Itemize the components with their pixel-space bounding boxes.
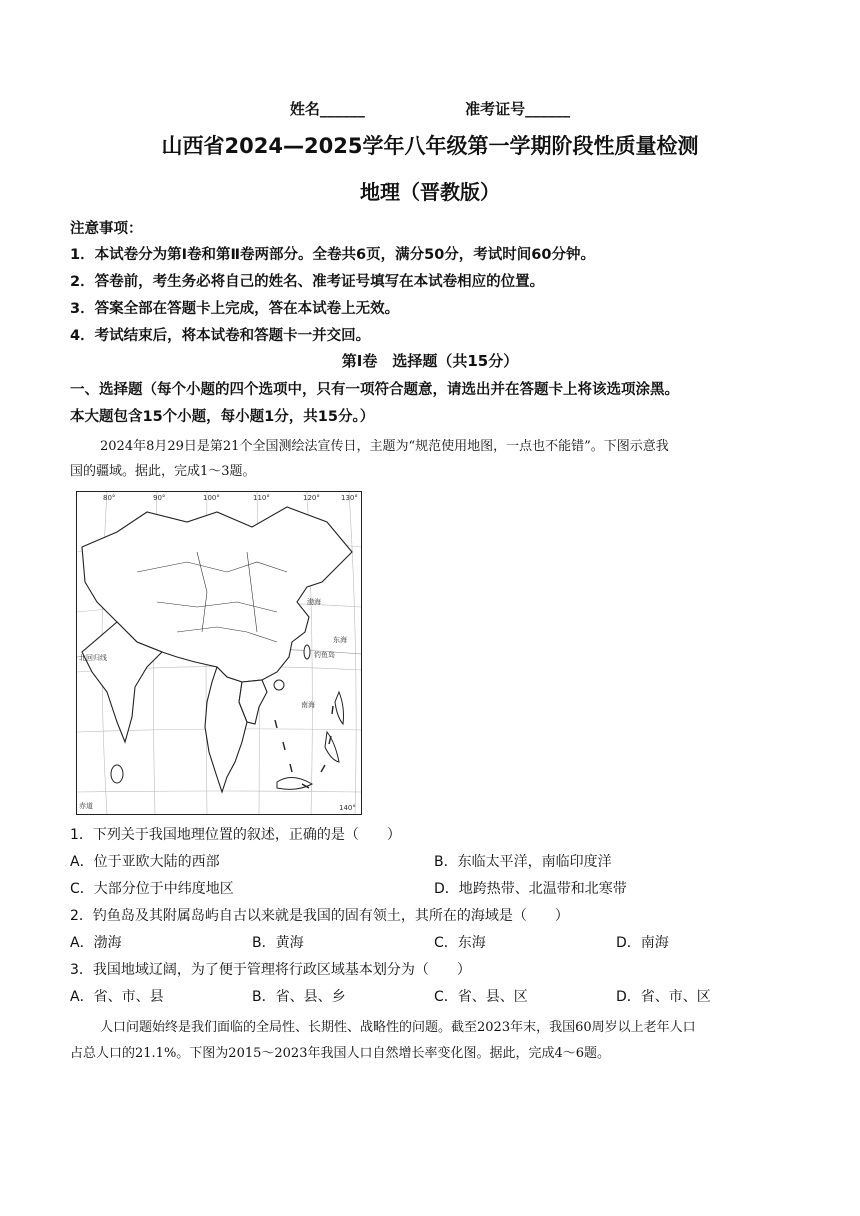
option-d[interactable]: D．省、市、区 xyxy=(616,989,711,1005)
option-c[interactable]: C．东海 xyxy=(434,935,486,951)
option-b[interactable]: B．黄海 xyxy=(252,935,304,951)
map-tick: 120° xyxy=(303,494,320,502)
china-territory-map xyxy=(76,491,362,815)
exam-title: 山西省2024—2025学年八年级第一学期阶段性质量检测 xyxy=(161,134,699,158)
map-tick: 110° xyxy=(253,494,270,502)
option-a[interactable]: A．省、市、县 xyxy=(70,989,164,1005)
map-label: 东海 xyxy=(333,636,347,644)
option-d[interactable]: D．南海 xyxy=(616,935,669,951)
map-graphic xyxy=(77,492,361,814)
map-tick: 80° xyxy=(103,494,116,502)
passage-text: 占总人口的21.1%。下图为2015～2023年我国人口自然增长率变化图。据此，完成4～6题。 xyxy=(70,1046,611,1061)
question-stem: 3．我国地域辽阔，为了便于管理将行政区域基本划分为（ ） xyxy=(70,962,471,978)
map-label: 赤道 xyxy=(79,802,93,810)
candidate-info-line xyxy=(0,98,860,119)
passage-text: 人口问题始终是我们面临的全局性、长期性、战略性的问题。截至2023年末，我国60周岁以上老年人口 xyxy=(100,1020,696,1035)
question-stem: 2．钓鱼岛及其附属岛屿自古以来就是我国的固有领土，其所在的海域是（ ） xyxy=(70,908,569,924)
passage-text: 2024年8月29日是第21个全国测绘法宣传日，主题为“规范使用地图，一点也不能错”。下图示意我 xyxy=(100,439,669,454)
question-stem: 1．下列关于我国地理位置的叙述，正确的是（ ） xyxy=(70,827,401,843)
map-label: 钓鱼岛 xyxy=(314,651,335,659)
notice-item: 4．考试结束后，将本试卷和答题卡一并交回。 xyxy=(70,328,371,344)
notice-item: 1．本试卷分为第Ⅰ卷和第Ⅱ卷两部分。全卷共6页，满分50分，考试时间60分钟。 xyxy=(70,247,595,263)
map-label: 北回归线 xyxy=(79,654,107,662)
map-tick: 140° xyxy=(339,804,356,812)
map-tick: 100° xyxy=(203,494,220,502)
option-a[interactable]: A．位于亚欧大陆的西部 xyxy=(70,854,220,870)
name-field-label: 姓名______ xyxy=(289,100,365,118)
map-label: 渤海 xyxy=(307,598,321,606)
notice-heading: 注意事项： xyxy=(70,221,143,237)
option-c[interactable]: C．省、县、区 xyxy=(434,989,528,1005)
option-c[interactable]: C．大部分位于中纬度地区 xyxy=(70,881,234,897)
notice-item: 2．答卷前，考生务必将自己的姓名、准考证号填写在本试卷相应的位置。 xyxy=(70,274,545,290)
map-tick: 90° xyxy=(153,494,166,502)
exam-number-field-label: 准考证号______ xyxy=(465,100,571,118)
notice-item: 3．答案全部在答题卡上完成，答在本试卷上无效。 xyxy=(70,301,400,317)
section-title: 第Ⅰ卷 选择题（共15分） xyxy=(341,352,519,370)
exam-subtitle: 地理（晋教版） xyxy=(360,180,500,204)
map-tick: 130° xyxy=(341,494,358,502)
option-a[interactable]: A．渤海 xyxy=(70,935,122,951)
option-b[interactable]: B．省、县、乡 xyxy=(252,989,346,1005)
map-label: 南海 xyxy=(301,701,315,709)
option-b[interactable]: B．东临太平洋，南临印度洋 xyxy=(434,854,612,870)
passage-text: 国的疆域。据此，完成1～3题。 xyxy=(70,464,256,479)
section-instruction: 本大题包含15个小题，每小题1分，共15分。） xyxy=(70,409,375,425)
option-d[interactable]: D．地跨热带、北温带和北寒带 xyxy=(434,881,627,897)
section-instruction: 一、选择题（每个小题的四个选项中，只有一项符合题意，请选出并在答题卡上将该选项涂黑。 xyxy=(70,382,679,398)
